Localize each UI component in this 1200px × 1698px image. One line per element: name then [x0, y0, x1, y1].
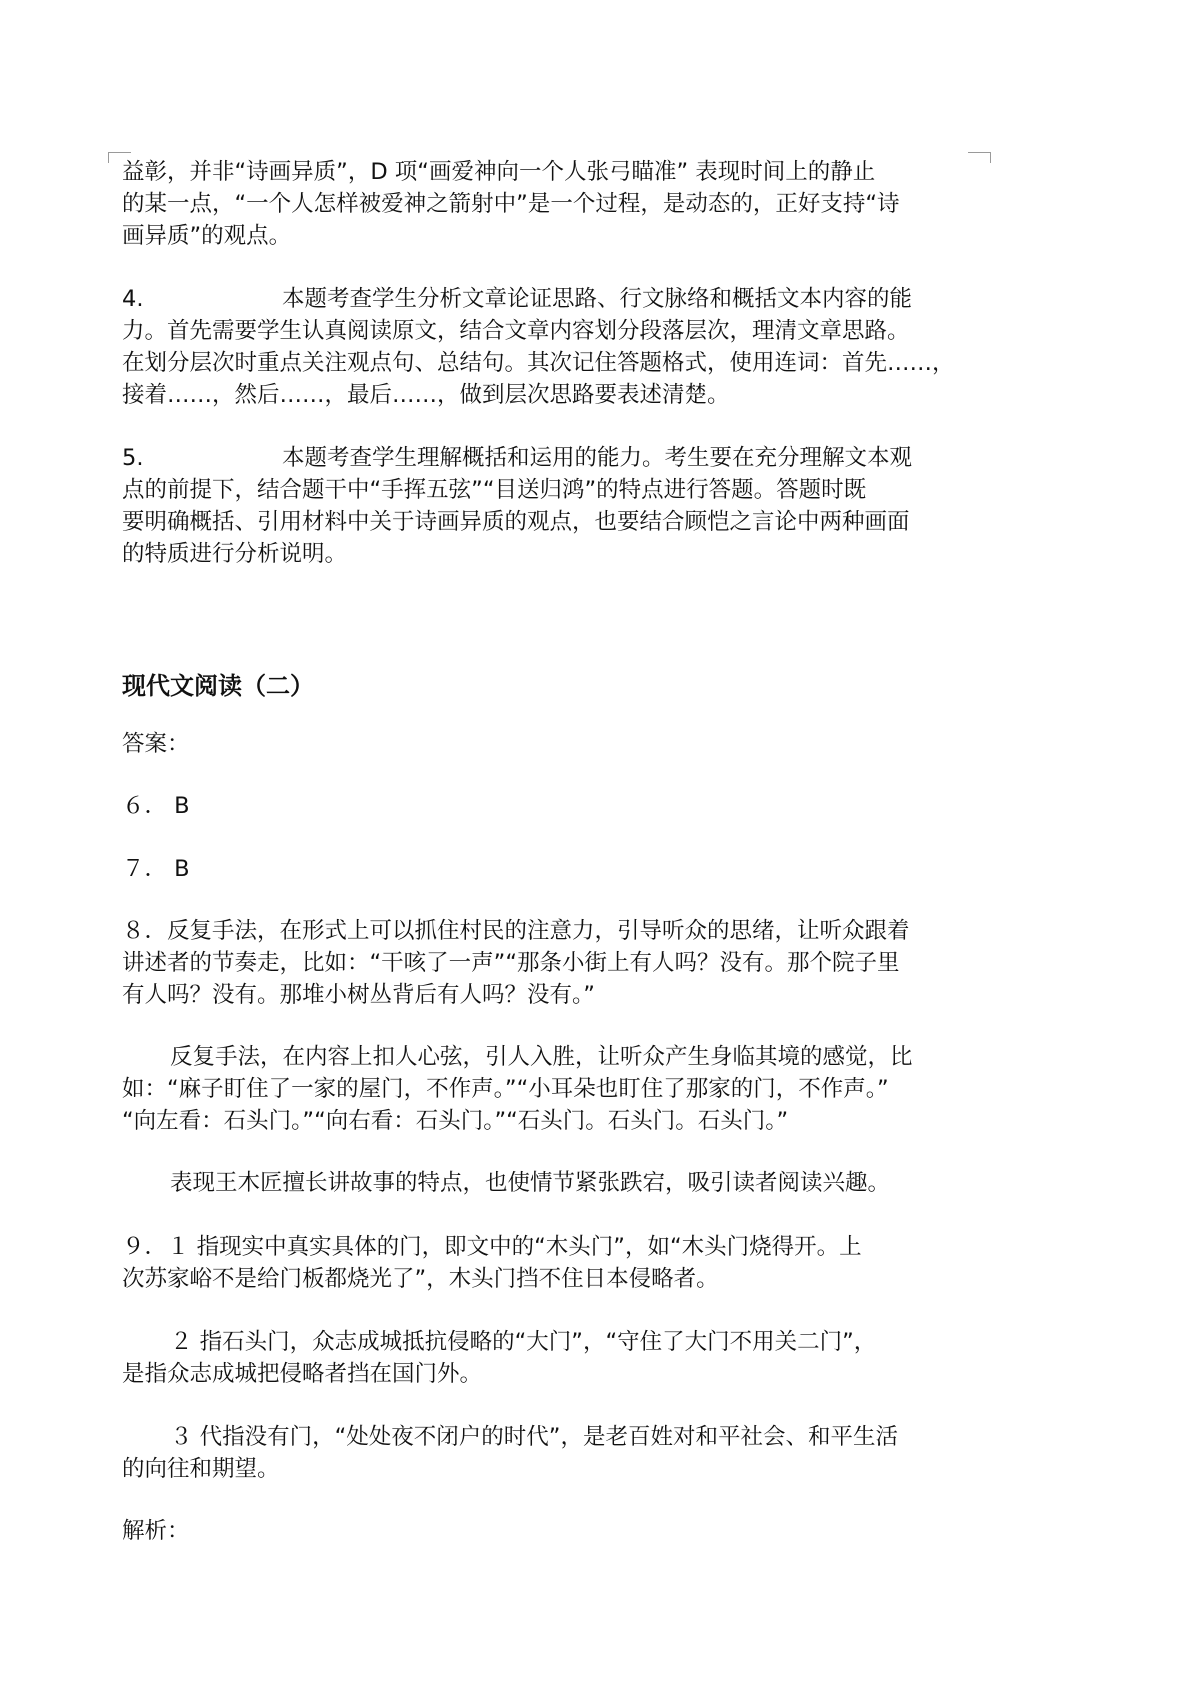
answer-8-paragraph-2 [122, 1041, 972, 1137]
answer-line: ２ 指石头门，众志成城抵抗侵略的“大门”，“守住了大门不用关二门”， [170, 1329, 877, 1355]
answer-9-paragraph-2 [122, 1326, 972, 1390]
answer-line: ８．反复手法，在形式上可以抓住村民的注意力，引导听众的思绪，让听众跟着 [122, 918, 910, 944]
analysis-label: 解析： [122, 1518, 190, 1544]
answer-9-paragraph-1 [122, 1231, 972, 1295]
answer-line: 反复手法，在内容上扣人心弦，引人入胜，让听众产生身临其境的感觉，比 [170, 1044, 913, 1070]
answer-line: 表现王木匠擅长讲故事的特点，也使情节紧张跌宕，吸引读者阅读兴趣。 [170, 1170, 891, 1196]
answer-8-paragraph-1 [122, 915, 972, 1011]
item-number: 5. [122, 445, 144, 471]
answer-6: ６． B [122, 793, 190, 819]
item-line: 在划分层次时重点关注观点句、总结句。其次记住答题格式，使用连词：首先……， [122, 350, 955, 376]
item-5-paragraph [122, 442, 972, 570]
answer-line: ３ 代指没有门，“处处夜不闭户的时代”，是老百姓对和平社会、和平生活 [170, 1424, 898, 1450]
answer-line: 如：“麻子盯住了一家的屋门，不作声。”“小耳朵也盯住了那家的门，不作声。” [122, 1076, 889, 1102]
item-4-first-line [122, 283, 972, 315]
item-line: 要明确概括、引用材料中关于诗画异质的观点，也要结合顾恺之言论中两种画面 [122, 509, 910, 535]
item-text: 本题考查学生分析文章论证思路、行文脉络和概括文本内容的能 [282, 286, 913, 312]
answer-line: 的向往和期望。 [122, 1456, 280, 1482]
section-title: 现代文阅读（二） [122, 672, 314, 700]
answer-line: 有人吗？没有。那堆小树丛背后有人吗？没有。” [122, 982, 595, 1008]
item-line: 接着……，然后……，最后……，做到层次思路要表述清楚。 [122, 382, 730, 408]
item-line: 力。首先需要学生认真阅读原文，结合文章内容划分段落层次，理清文章思路。 [122, 318, 910, 344]
answer-7: ７． B [122, 856, 190, 882]
answer-label: 答案： [122, 731, 190, 757]
answer-line: 讲述者的节奏走，比如：“干咳了一声”“那条小街上有人吗？没有。那个院子里 [122, 950, 900, 976]
answer-line: ９．１ 指现实中真实具体的门，即文中的“木头门”，如“木头门烧得开。上 [122, 1234, 862, 1260]
intro-paragraph [122, 156, 972, 252]
intro-line: 的某一点，“一个人怎样被爱神之箭射中”是一个过程，是动态的，正好支持“诗 [122, 191, 900, 217]
intro-line: 益彰，并非“诗画异质”，D 项“画爱神向一个人张弓瞄准” 表现时间上的静止 [122, 159, 876, 185]
item-line: 的特质进行分析说明。 [122, 541, 348, 567]
answer-9-paragraph-3 [122, 1421, 972, 1485]
item-number: 4. [122, 286, 144, 312]
answer-line: 次苏家峪不是给门板都烧光了”，木头门挡不住日本侵略者。 [122, 1266, 719, 1292]
answer-8-paragraph-3 [122, 1167, 972, 1199]
item-5-first-line [122, 442, 972, 474]
answer-line: 是指众志成城把侵略者挡在国门外。 [122, 1361, 483, 1387]
item-text: 本题考查学生理解概括和运用的能力。考生要在充分理解文本观 [282, 445, 913, 471]
item-4-paragraph [122, 283, 972, 411]
item-line: 点的前提下，结合题干中“手挥五弦”“目送归鸿”的特点进行答题。答题时既 [122, 477, 867, 503]
answer-line: “向左看：石头门。”“向右看：石头门。”“石头门。石头门。石头门。” [122, 1108, 789, 1134]
intro-line: 画异质”的观点。 [122, 223, 292, 249]
